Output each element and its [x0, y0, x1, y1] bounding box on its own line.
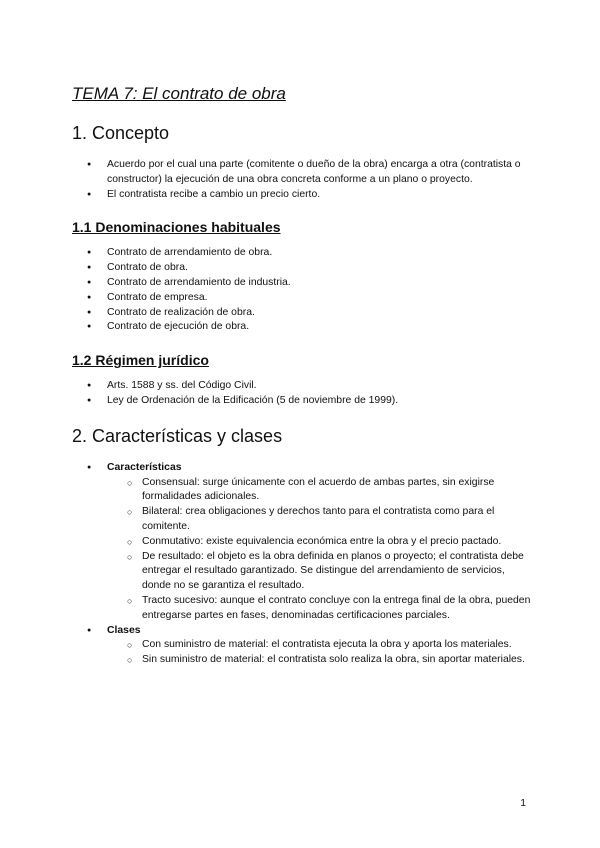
list-item: ● Acuerdo por el cual una parte (comitente o dueño de la obra) encarga a otra (contratista o constructor) la ejecución de una obra concreta conforme a un plano o proyecto.: [72, 158, 532, 188]
section-heading-caracteristicas: 2. Características y clases: [72, 425, 283, 446]
list-item-group: [72, 461, 532, 624]
sublist-item: ○ Sin suministro de material: el contratista solo realiza la obra, sin aportar materiales.: [107, 653, 532, 668]
list-item: ● Contrato de empresa.: [72, 291, 532, 306]
list-item: ● Contrato de arrendamiento de industria.: [72, 276, 532, 291]
sublist-item: ○ De resultado: el objeto es la obra definida en planos o proyecto; el contratista debe entregar el resultado garantizado. Se distingue del arrendamiento de servicios, donde no se garantiza el resultado.: [107, 550, 532, 594]
sublist-item: ○ Con suministro de material: el contratista ejecuta la obra y aporta los materiales.: [107, 638, 532, 653]
document-page: [72, 84, 532, 668]
section-heading-concepto: 1. Concepto: [72, 123, 170, 143]
list-item: ● Contrato de ejecución de obra.: [72, 320, 532, 335]
document-title: TEMA 7: El contrato de obra: [72, 84, 286, 103]
list-item: ● Contrato de realización de obra.: [72, 306, 532, 321]
list-item: ● Arts. 1588 y ss. del Código Civil.: [72, 379, 532, 394]
section-heading-regimen: 1.2 Régimen jurídico: [72, 352, 209, 369]
list-item: ● Contrato de arrendamiento de obra.: [72, 246, 532, 261]
clases-sublist: [107, 638, 532, 668]
sublist-item: ○ Tracto sucesivo: aunque el contrato concluye con la entrega final de la obra, pueden entregarse partes en fases, denominadas certificaciones parciales.: [107, 594, 532, 624]
list-item: ● El contratista recibe a cambio un precio cierto.: [72, 188, 532, 203]
concepto-list: [72, 158, 532, 202]
sublist-item: ○ Conmutativo: existe equivalencia económica entre la obra y el precio pactado.: [107, 535, 532, 550]
group-label-caracteristicas: Características: [107, 461, 182, 473]
caracteristicas-list: [72, 461, 532, 668]
denominaciones-list: [72, 246, 532, 335]
list-item: ● Contrato de obra.: [72, 261, 532, 276]
group-label-clases: Clases: [107, 624, 141, 636]
page-number: 1: [520, 798, 526, 809]
section-heading-denominaciones: 1.1 Denominaciones habituales: [72, 219, 281, 236]
sublist-item: ○ Bilateral: crea obligaciones y derechos tanto para el contratista como para el comitente.: [107, 505, 532, 535]
regimen-list: [72, 379, 532, 409]
sublist-item: ○ Consensual: surge únicamente con el acuerdo de ambas partes, sin exigirse formalidades adicionales.: [107, 476, 532, 506]
caracteristicas-sublist: [107, 476, 532, 624]
list-item: ● Ley de Ordenación de la Edificación (5 de noviembre de 1999).: [72, 394, 532, 409]
list-item-group: [72, 624, 532, 668]
